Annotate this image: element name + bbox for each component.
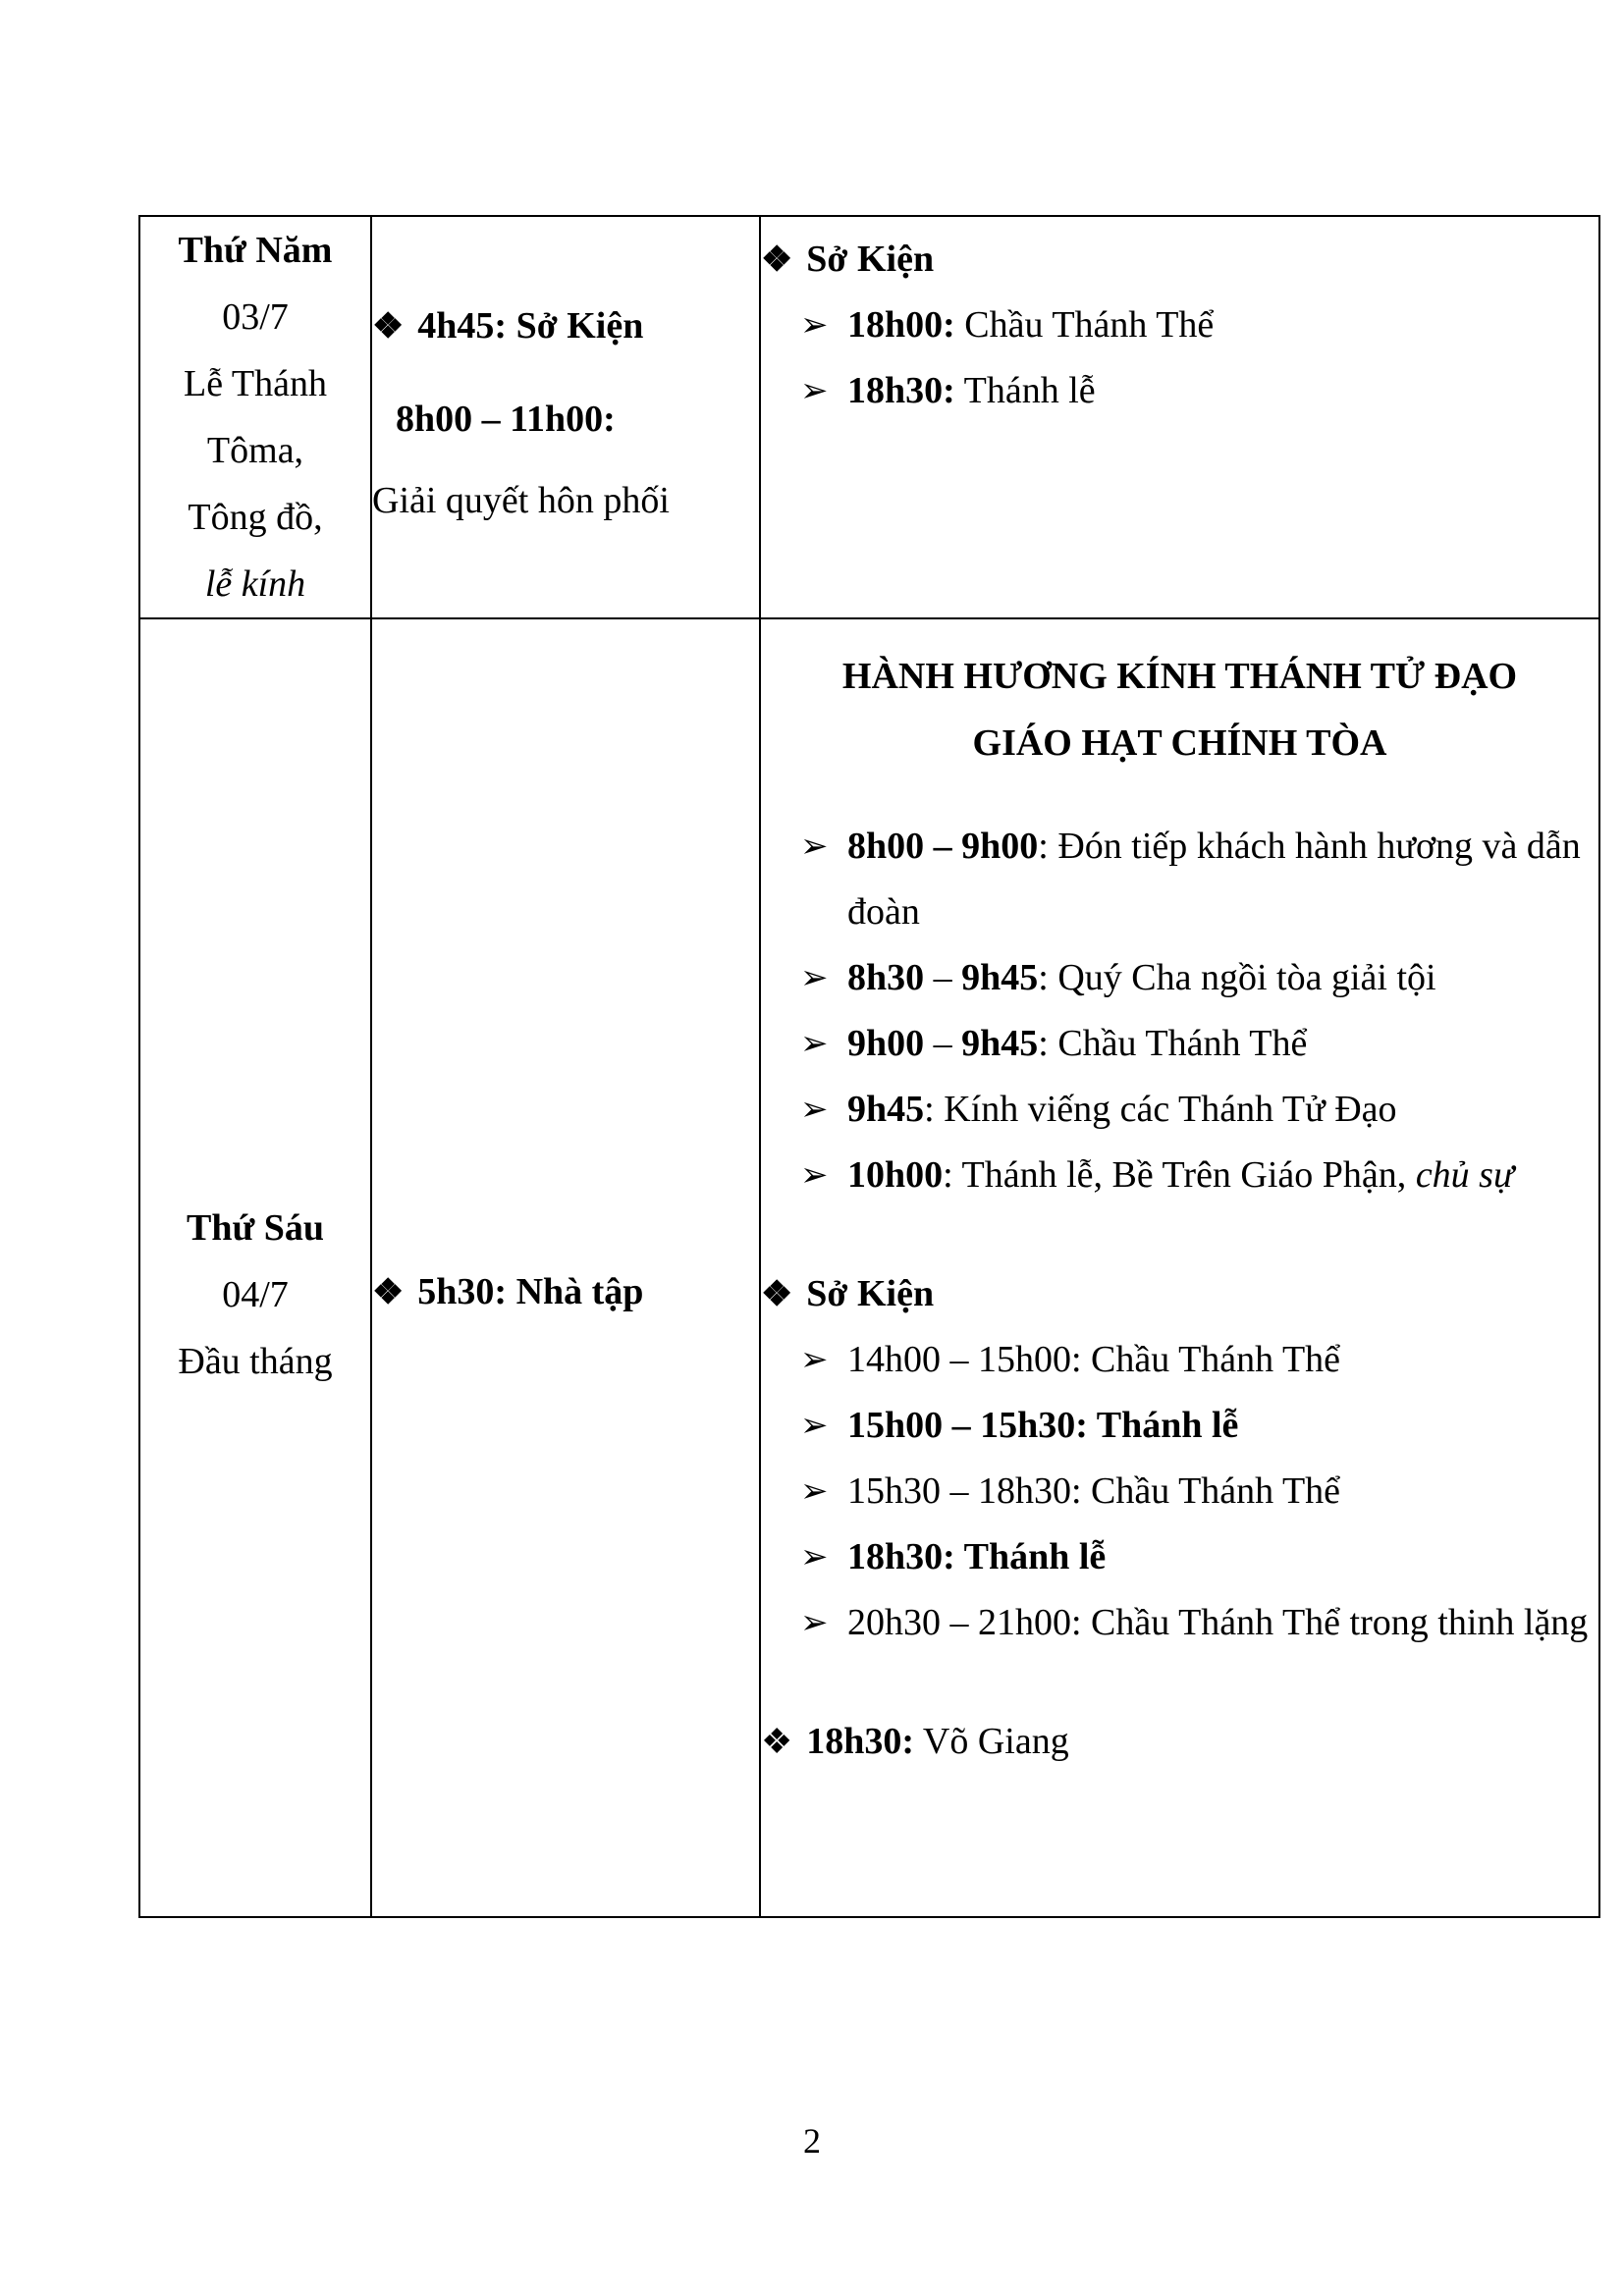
arrow-bullet-icon: ➢ [800, 373, 829, 409]
arrow-bullet-icon: ➢ [800, 1342, 829, 1378]
arrow-bullet-icon: ➢ [800, 307, 829, 344]
diamond-bullet-icon: ❖ [761, 240, 793, 279]
table-row [139, 618, 1599, 1917]
list-item: ➢ 9h00 – 9h45: Chầu Thánh Thể [761, 1011, 1598, 1077]
list-item: ➢ 9h45: Kính viếng các Thánh Tử Đạo [761, 1077, 1598, 1143]
page-number: 2 [803, 2121, 821, 2161]
day-cell [139, 216, 371, 618]
list-item: ➢ 10h00: Thánh lễ, Bề Trên Giáo Phận, chủ sự [761, 1143, 1598, 1208]
diamond-bullet-icon: ❖ [761, 1274, 793, 1313]
feast-rank: lễ kính [204, 563, 306, 605]
list-item: ➢ 14h00 – 15h00: Chầu Thánh Thể [761, 1327, 1598, 1393]
arrow-bullet-icon: ➢ [800, 1092, 829, 1128]
list-item: ➢ 18h30: Thánh lễ [761, 1524, 1598, 1590]
weekday: Thứ Năm [178, 230, 333, 271]
pilgrimage-heading: HÀNH HƯƠNG KÍNH THÁNH TỬ ĐẠO [841, 656, 1518, 697]
morning-time: 8h00 – 11h00: [396, 399, 616, 440]
arrow-bullet-icon: ➢ [800, 1473, 829, 1510]
table-row [139, 216, 1599, 618]
feast-line: Lễ Thánh [184, 363, 327, 404]
day-note: Đầu tháng [178, 1341, 333, 1382]
diamond-bullet-icon: ❖ [372, 306, 405, 346]
evening-cell: HÀNH HƯƠNG KÍNH THÁNH TỬ ĐẠO GIÁO HẠT CHÍNH TÒA ➢ 8h00 – 9h00: Đón tiếp khách hành hương và dẫn đoàn ➢ 8h30 – 9h45: Quý Cha ngồi tòa giải tội ➢ 9h00 – 9h45: Chầu Thánh Thể ➢ 9h45: Kính viếng các Thánh Tử Đạo ➢ 10h00: Thánh lễ, Bề Trên Giáo Phận, chủ sự ❖ Sở Kiện ➢ 14h00 – 15h00: Chầu Thánh Thể ➢ 15h00 – 15h30: Thánh lễ ➢ 15h30 – 18h30: Chầu Thánh Thể ➢ 18h30: Thánh lễ ➢ 20h30 – 21h00: Chầu Thánh Thể trong thinh lặng ❖ 18h30: Võ Giang [760, 618, 1599, 1917]
feast-line: Tông đồ, [188, 497, 323, 538]
morning-cell [371, 618, 760, 1917]
list-item: ➢ 8h00 – 9h00: Đón tiếp khách hành hương và dẫn đoàn [761, 814, 1598, 945]
list-item: ➢ 18h00: Chầu Thánh Thể [761, 293, 1598, 358]
morning-item: 5h30: Nhà tập [417, 1271, 644, 1312]
date: 04/7 [222, 1274, 289, 1315]
list-item: ➢ 8h30 – 9h45: Quý Cha ngồi tòa giải tội [761, 945, 1598, 1011]
diamond-bullet-icon: ❖ [372, 1272, 405, 1311]
evening-cell [760, 216, 1599, 618]
place-label: Sở Kiện [806, 1273, 935, 1314]
arrow-bullet-icon: ➢ [800, 960, 829, 996]
arrow-bullet-icon: ➢ [800, 1605, 829, 1641]
morning-cell [371, 216, 760, 618]
arrow-bullet-icon: ➢ [800, 1157, 829, 1194]
weekday: Thứ Sáu [186, 1207, 325, 1249]
arrow-bullet-icon: ➢ [800, 1408, 829, 1444]
feast-line: Tôma, [206, 430, 304, 471]
arrow-bullet-icon: ➢ [800, 1539, 829, 1575]
list-item: ➢ 18h30: Thánh lễ [761, 358, 1598, 424]
diamond-bullet-icon: ❖ [761, 1722, 793, 1761]
place-label: Sở Kiện [806, 239, 935, 280]
schedule-table [138, 215, 1600, 1918]
day-cell [139, 618, 371, 1917]
morning-item: 4h45: Sở Kiện [417, 305, 644, 347]
pilgrimage-subheading: GIÁO HẠT CHÍNH TÒA [972, 722, 1387, 764]
list-item: ➢ 20h30 – 21h00: Chầu Thánh Thể trong thinh lặng [761, 1590, 1598, 1656]
list-item: ➢ 15h00 – 15h30: Thánh lễ [761, 1393, 1598, 1459]
arrow-bullet-icon: ➢ [800, 1026, 829, 1062]
date: 03/7 [222, 296, 289, 338]
list-item: ➢ 15h30 – 18h30: Chầu Thánh Thể [761, 1459, 1598, 1524]
morning-desc: Giải quyết hôn phối [372, 480, 670, 521]
arrow-bullet-icon: ➢ [800, 828, 829, 865]
